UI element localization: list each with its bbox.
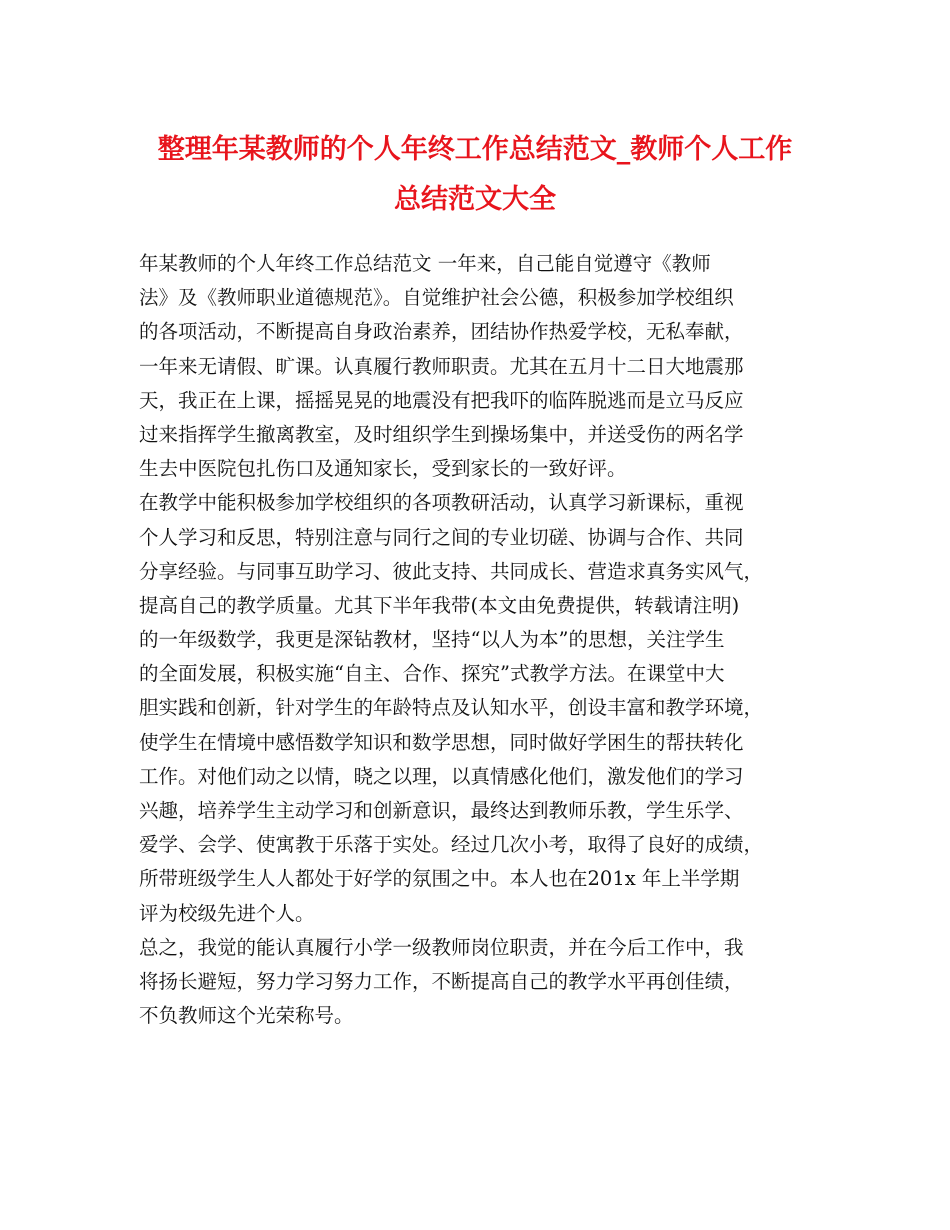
body-line: 提高自己的教学质量。尤其下半年我带(本文由免费提供，转载请注明): [139, 593, 740, 617]
body-line: 分享经验。与同事互助学习、彼此支持、共同成长、营造求真务实风气，: [139, 559, 764, 583]
body-line: 评为校级先进个人。: [139, 901, 315, 925]
body-line: 在教学中能积极参加学校组织的各项教研活动，认真学习新课标，重视: [139, 491, 744, 515]
body-line: 所带班级学生人人都处于好学的氛围之中。本人也在201x 年上半学期: [139, 867, 740, 891]
body-line: 的一年级数学，我更是深钻教材，坚持“以人为本”的思想，关注学生: [139, 628, 725, 652]
body-line: 的各项活动，不断提高自身政治素养，团结协作热爱学校，无私奉献，: [139, 320, 744, 344]
body-line: 不负教师这个光荣称号。: [139, 1004, 354, 1028]
document-title-line-2: 总结范文大全: [394, 184, 556, 215]
body-line: 法》及《教师职业道德规范》。自觉维护社会公德，积极参加学校组织: [139, 286, 734, 310]
document-body: [139, 247, 829, 1033]
body-line: 天，我正在上课，摇摇晃晃的地震没有把我吓的临阵脱逃而是立马反应: [139, 388, 744, 412]
body-line: 一年来无请假、旷课。认真履行教师职责。尤其在五月十二日大地震那: [139, 354, 744, 378]
document-title-line-1: 整理年某教师的个人年终工作总结范文_教师个人工作: [157, 134, 793, 165]
body-line: 将扬长避短，努力学习努力工作，不断提高自己的教学水平再创佳绩，: [139, 969, 744, 993]
body-line: 总之，我觉的能认真履行小学一级教师岗位职责，并在今后工作中，我: [139, 935, 744, 959]
body-line: 过来指挥学生撤离教室，及时组织学生到操场集中，并送受伤的两名学: [139, 422, 744, 446]
body-line: 工作。对他们动之以情，晓之以理，以真情感化他们，激发他们的学习: [139, 764, 744, 788]
body-line: 兴趣，培养学生主动学习和创新意识，最终达到教师乐教，学生乐学、: [139, 799, 744, 822]
body-line: 爱学、会学、使寓教于乐落于实处。经过几次小考，取得了良好的成绩，: [139, 833, 764, 857]
body-line: 生去中医院包扎伤口及通知家长，受到家长的一致好评。: [139, 457, 627, 481]
body-line: 年某教师的个人年终工作总结范文 一年来，自己能自觉遵守《教师: [139, 252, 711, 275]
body-line: 胆实践和创新，针对学生的年龄特点及认知水平，创设丰富和教学环境，: [139, 696, 764, 720]
body-line: 的全面发展，积极实施“自主、合作、探究”式教学方法。在课堂中大: [139, 662, 725, 686]
body-line: 个人学习和反思，特别注意与同行之间的专业切磋、协调与合作、共同: [139, 525, 744, 549]
body-line: 使学生在情境中感悟数学知识和数学思想，同时做好学困生的帮扶转化: [139, 730, 744, 754]
